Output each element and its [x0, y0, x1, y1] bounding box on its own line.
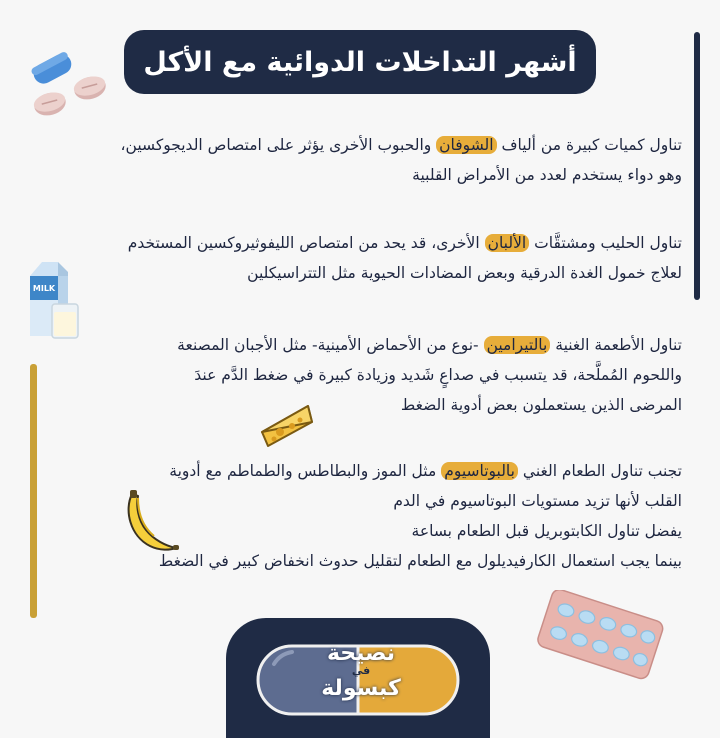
para4-line2: القلب لأنها تزيد مستويات البوتاسيوم في الدم [393, 492, 682, 510]
highlight-potassium: بالبوتاسيوم [441, 462, 518, 480]
highlight-dairy: الألبان [485, 234, 530, 252]
highlight-oats: الشوفان [436, 136, 496, 154]
pills-icon [28, 50, 114, 120]
para1-line2: وهو دواء يستخدم لعدد من الأمراض القلبية [412, 166, 682, 184]
page-title: أشهر التداخلات الدوائية مع الأكل [143, 46, 577, 78]
interaction-tyramine [32, 330, 682, 420]
milk-carton-icon [26, 260, 82, 340]
interaction-oats [32, 130, 682, 190]
para1-line1: تناول كميات كبيرة من ألياف الشوفان والحبوب الأخرى يؤثر على امتصاص الديجوكسين، [120, 136, 682, 154]
banana-icon [120, 488, 182, 558]
para3-line3: المرضى الذين يستعملون بعض أدوية الضغط [400, 396, 682, 414]
para2-line1: تناول الحليب ومشتقَّات الألبان الأخرى، قد يحد من امتصاص الليفوثيروكسين المستخدم [127, 234, 682, 252]
svg-text:MILK: MILK [32, 284, 56, 293]
title-banner [124, 30, 596, 94]
footer-logo-badge [226, 618, 490, 738]
para4-line4: بينما يجب استعمال الكارفيديلول مع الطعام لتقليل حدوث انخفاض كبير في الضغط [158, 552, 682, 570]
logo-text [296, 642, 426, 702]
logo-line3: كبسولة [321, 676, 401, 701]
para3-line1: تناول الأطعمة الغنية بالتيرامين -نوع من الأحماض الأمينية- مثل الأجبان المصنعة [177, 336, 682, 354]
highlight-tyramine: بالتيرامين [484, 336, 551, 354]
blister-pack-icon [530, 590, 670, 680]
right-accent-bar [694, 32, 700, 300]
cheese-icon [258, 402, 316, 450]
para2-line2: لعلاج خمول الغدة الدرقية وبعض المضادات الحيوية مثل التتراسيكلين [247, 264, 682, 282]
logo-line1: نصيحة [326, 641, 396, 666]
para4-line3: يفضل تناول الكابتوبريل قبل الطعام بساعة [411, 522, 682, 540]
para3-line2: واللحوم المُملَّحة، قد يتسبب في صداعٍ شَديد وزيادة كبيرة في ضغط الدَّم عندَ [194, 366, 682, 384]
para4-line1: تجنب تناول الطعام الغني بالبوتاسيوم مثل الموز والبطاطس والطماطم مع أدوية [169, 462, 682, 480]
interaction-dairy [32, 228, 682, 288]
logo-line2: في [351, 664, 371, 677]
